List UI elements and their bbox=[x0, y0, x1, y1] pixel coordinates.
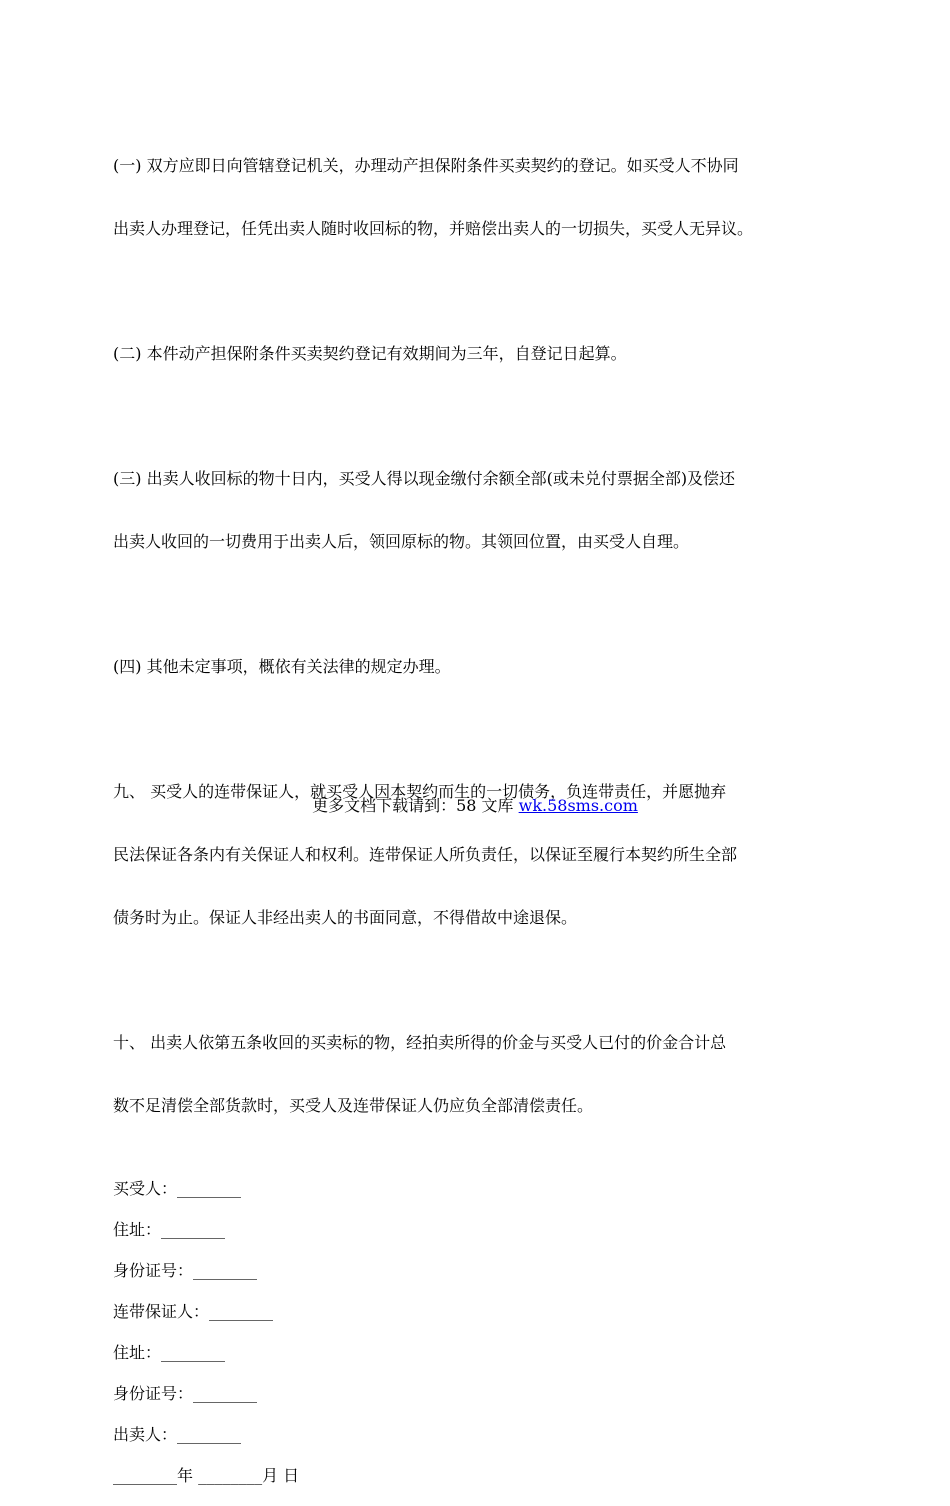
clause-line: 出卖人办理登记，任凭出卖人随时收回标的物，并赔偿出卖人的一切损失，买受人无异议。 bbox=[113, 219, 754, 238]
date-field: ________年 ________月 日 bbox=[113, 1466, 300, 1485]
guarantor-field: 连带保证人：________ bbox=[113, 1302, 274, 1321]
clause-line: 出卖人收回的一切费用于出卖人后，领回原标的物。其领回位置，由买受人自理。 bbox=[113, 532, 690, 551]
clause-line: (一) 双方应即日向管辖登记机关，办理动产担保附条件买卖契约的登记。如买受人不协同 bbox=[113, 156, 739, 175]
clause-line: 数不足清偿全部货款时，买受人及连带保证人仍应负全部清偿责任。 bbox=[113, 1096, 594, 1115]
clause-1 bbox=[113, 113, 848, 281]
guarantor-address-field: 住址：________ bbox=[113, 1343, 226, 1362]
clause-line: (四) 其他未定事项，概依有关法律的规定办理。 bbox=[113, 657, 451, 676]
clause-line: 九、 买受人的连带保证人，就买受人因本契约而生的一切债务，负连带责任，并愿抛弃 bbox=[113, 782, 727, 801]
download-footer bbox=[0, 795, 950, 816]
buyer-field: 买受人：________ bbox=[113, 1179, 242, 1198]
clause-2 bbox=[113, 301, 848, 406]
clause-line: 债务时为止。保证人非经出卖人的书面同意，不得借故中途退保。 bbox=[113, 908, 578, 927]
clause-line: 民法保证各条内有关保证人和权利。连带保证人所负责任，以保证至履行本契约所生全部 bbox=[113, 845, 738, 864]
clause-line: (二) 本件动产担保附条件买卖契约登记有效期间为三年，自登记日起算。 bbox=[113, 344, 627, 363]
clause-4 bbox=[113, 614, 848, 719]
footer-link[interactable]: wk.58sms.com bbox=[518, 796, 638, 815]
buyer-id-field: 身份证号：________ bbox=[113, 1261, 258, 1280]
clause-line: (三) 出卖人收回标的物十日内，买受人得以现金缴付余额全部(或未兑付票据全部)及偿还 bbox=[113, 469, 736, 488]
footer-text: 更多文档下载请到：58 文库 bbox=[312, 796, 519, 815]
guarantor-id-field: 身份证号：________ bbox=[113, 1384, 258, 1403]
clause-3 bbox=[113, 426, 848, 594]
seller-field: 出卖人：________ bbox=[113, 1425, 242, 1444]
clause-line: 十、 出卖人依第五条收回的买卖标的物，经拍卖所得的价金与买受人已付的价金合计总 bbox=[113, 1033, 727, 1052]
article-10 bbox=[113, 990, 848, 1158]
article-9 bbox=[113, 739, 848, 970]
buyer-address-field: 住址：________ bbox=[113, 1220, 226, 1239]
